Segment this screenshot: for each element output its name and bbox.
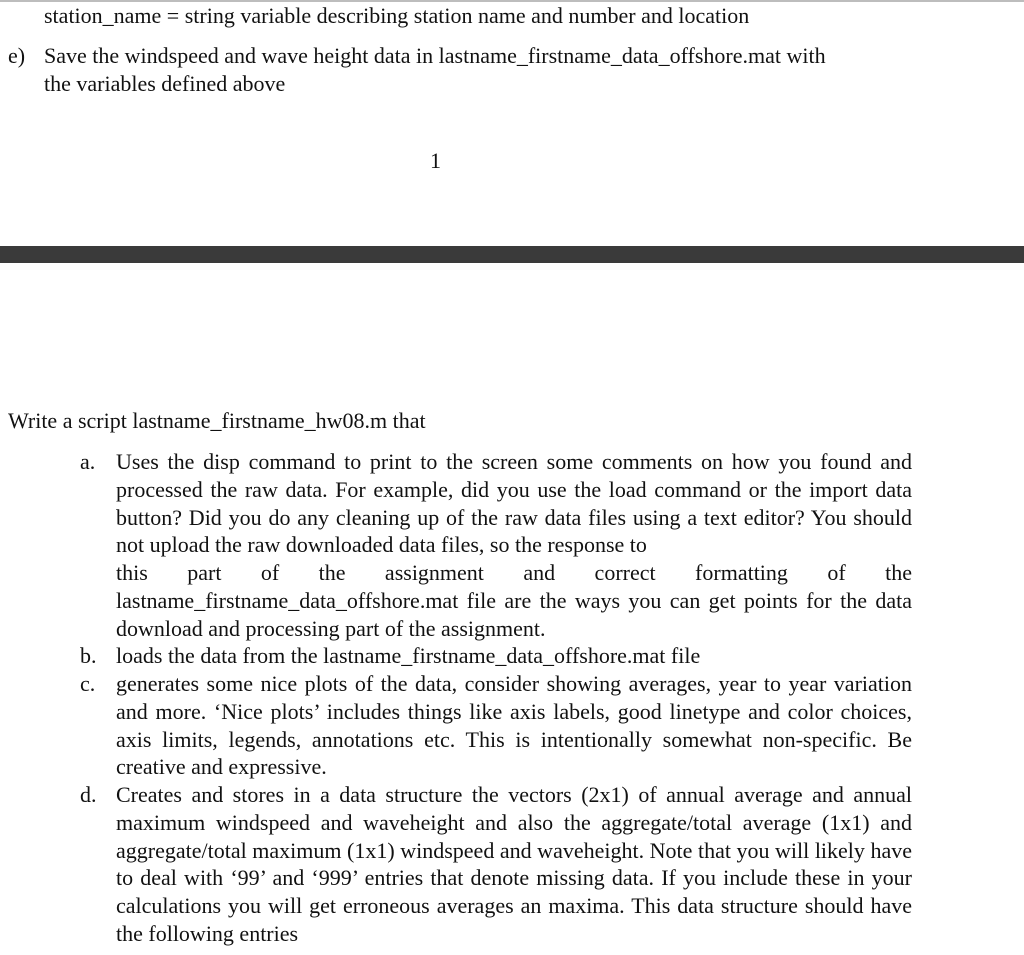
page-number: 1 [430, 148, 441, 173]
task-text-a-part-2: lastname_firstname_data_offshore.mat file are the ways you can get points for the data download and processing part of the assignment. [116, 587, 912, 641]
task-marker-b: b. [80, 643, 97, 669]
task-item-a [80, 448, 912, 642]
task-marker-a: a. [80, 449, 96, 474]
task-marker-d: d. [80, 782, 97, 807]
task-text-c: generates some nice plots of the data, consider showing averages, year to year variation and more. ‘Nice plots’ includes things like axis labels, good linetype and color choices, axis limits, legends, annotations etc. This is intentionally somewhat non-specific. Be creative and expressive. [116, 671, 912, 780]
task-item-d [80, 781, 912, 948]
item-e-line-1: Save the windspeed and wave height data in lastname_firstname_data_offshore.mat with [44, 43, 826, 68]
station-name-definition: station_name = string variable describing station name and number and location [44, 3, 750, 28]
script-intro: Write a script lastname_firstname_hw08.m that [8, 408, 426, 433]
task-item-c [80, 670, 912, 781]
item-e-marker: e) [8, 43, 26, 68]
task-marker-c: c. [80, 671, 96, 696]
page-break-bar [0, 246, 1024, 263]
previous-page-section [0, 0, 1024, 246]
task-text-a-part-1: Uses the disp command to print to the screen some comments on how you found and processed the raw data. For example, did you use the load command or the import data button? Did you do any cleaning up of the raw data files using a text editor? You should not upload the raw downloaded data files, so the response to [116, 449, 912, 558]
task-list [80, 448, 912, 948]
item-e-line-2: the variables defined above [44, 71, 286, 96]
task-text-d: Creates and stores in a data structure the vectors (2x1) of annual average and annual maximum windspeed and waveheight and also the aggregate/total average (1x1) and aggregate/total maximum (1x1) windspeed and waveheight. Note that you will likely have to deal with ‘99’ and ‘999’ entries that denote missing data. If you include these in your calculations you will get erroneous averages an maxima. This data structure should have the following entries [116, 782, 912, 946]
task-text-a-justified-line: this part of the assignment and correct formatting of the [116, 560, 912, 585]
task-text-b: loads the data from the lastname_firstname_data_offshore.mat file [116, 643, 701, 669]
task-item-b [80, 642, 912, 670]
